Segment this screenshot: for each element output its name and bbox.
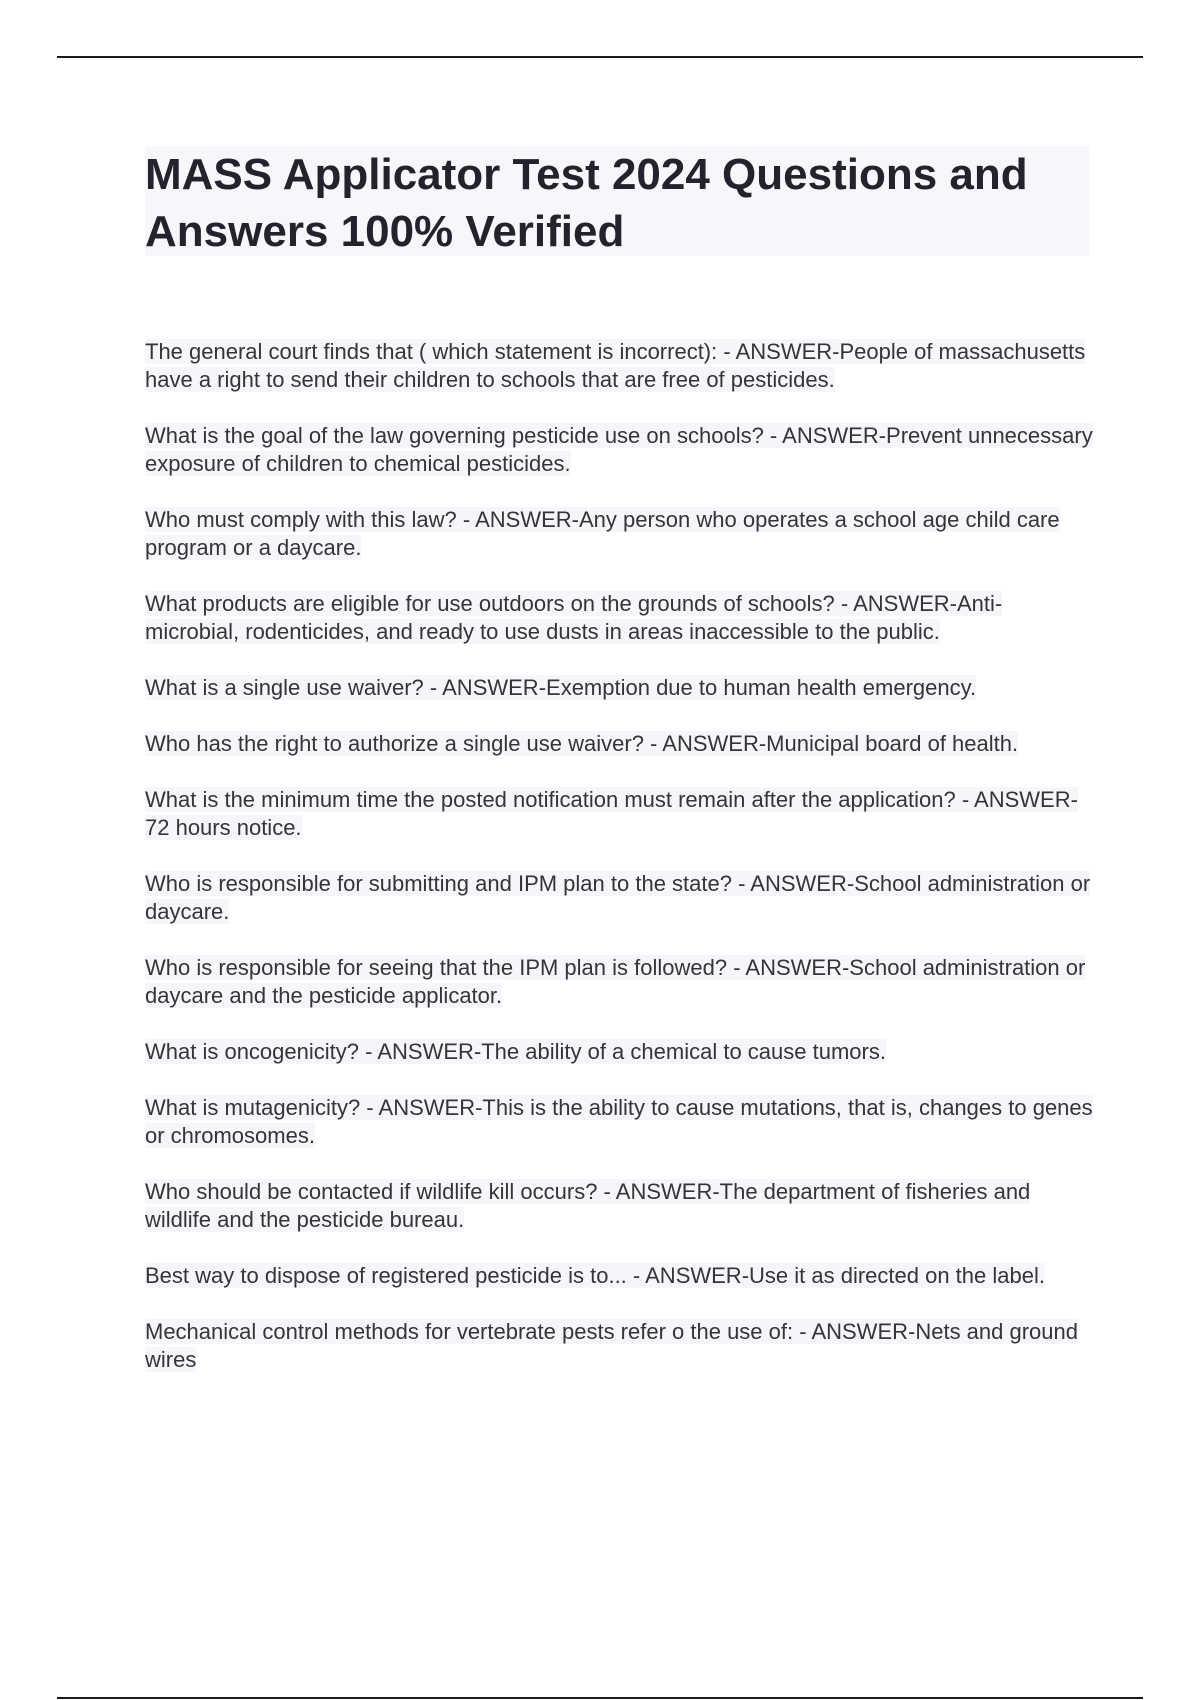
qa-item	[145, 786, 1095, 842]
qa-item	[145, 1262, 1095, 1290]
qa-item-text: Who is responsible for seeing that the IPM plan is followed? - ANSWER-School administration or daycare and the pesticide applicator.	[145, 955, 1086, 1008]
qa-item-text: What is the goal of the law governing pesticide use on schools? - ANSWER-Prevent unnecessary exposure of children to chemical pesticides.	[145, 423, 1093, 476]
qa-item-text: The general court finds that ( which statement is incorrect): - ANSWER-People of massachusetts have a right to send their children to schools that are free of pesticides.	[145, 339, 1086, 392]
qa-item	[145, 674, 1095, 702]
qa-item	[145, 422, 1095, 478]
qa-item-text: Who should be contacted if wildlife kill occurs? - ANSWER-The department of fisheries and wildlife and the pesticide bureau.	[145, 1179, 1031, 1232]
header-rule	[57, 56, 1143, 58]
qa-item-text: Who has the right to authorize a single use waiver? - ANSWER-Municipal board of health.	[145, 731, 1019, 756]
title-block	[145, 146, 1089, 256]
qa-item-text: Best way to dispose of registered pesticide is to... - ANSWER-Use it as directed on the label.	[145, 1263, 1045, 1288]
qa-item	[145, 1178, 1095, 1234]
qa-item-text: What is oncogenicity? - ANSWER-The ability of a chemical to cause tumors.	[145, 1039, 886, 1064]
qa-item	[145, 1038, 1095, 1066]
qa-item	[145, 506, 1095, 562]
qa-item	[145, 1318, 1095, 1374]
qa-item-text: What is a single use waiver? - ANSWER-Exemption due to human health emergency.	[145, 675, 977, 700]
qa-item	[145, 870, 1095, 926]
qa-item	[145, 1094, 1095, 1150]
qa-item-text: What is the minimum time the posted notification must remain after the application? - ANSWER-72 hours notice.	[145, 787, 1078, 840]
qa-item	[145, 730, 1095, 758]
qa-item-text: Mechanical control methods for vertebrate pests refer o the use of: - ANSWER-Nets and ground wires	[145, 1319, 1079, 1372]
qa-item-text: Who must comply with this law? - ANSWER-Any person who operates a school age child care program or a daycare.	[145, 507, 1060, 560]
qa-item	[145, 954, 1095, 1010]
qa-item	[145, 338, 1095, 394]
footer-rule	[57, 1697, 1143, 1699]
qa-list	[145, 338, 1095, 1402]
document-title: MASS Applicator Test 2024 Questions and Answers 100% Verified	[145, 150, 1028, 256]
qa-item-text: Who is responsible for submitting and IPM plan to the state? - ANSWER-School administration or daycare.	[145, 871, 1091, 924]
qa-item-text: What products are eligible for use outdoors on the grounds of schools? - ANSWER-Anti-microbial, rodenticides, and ready to use dusts in areas inaccessible to the public.	[145, 591, 1003, 644]
qa-item	[145, 590, 1095, 646]
qa-item-text: What is mutagenicity? - ANSWER-This is the ability to cause mutations, that is, changes to genes or chromosomes.	[145, 1095, 1093, 1148]
